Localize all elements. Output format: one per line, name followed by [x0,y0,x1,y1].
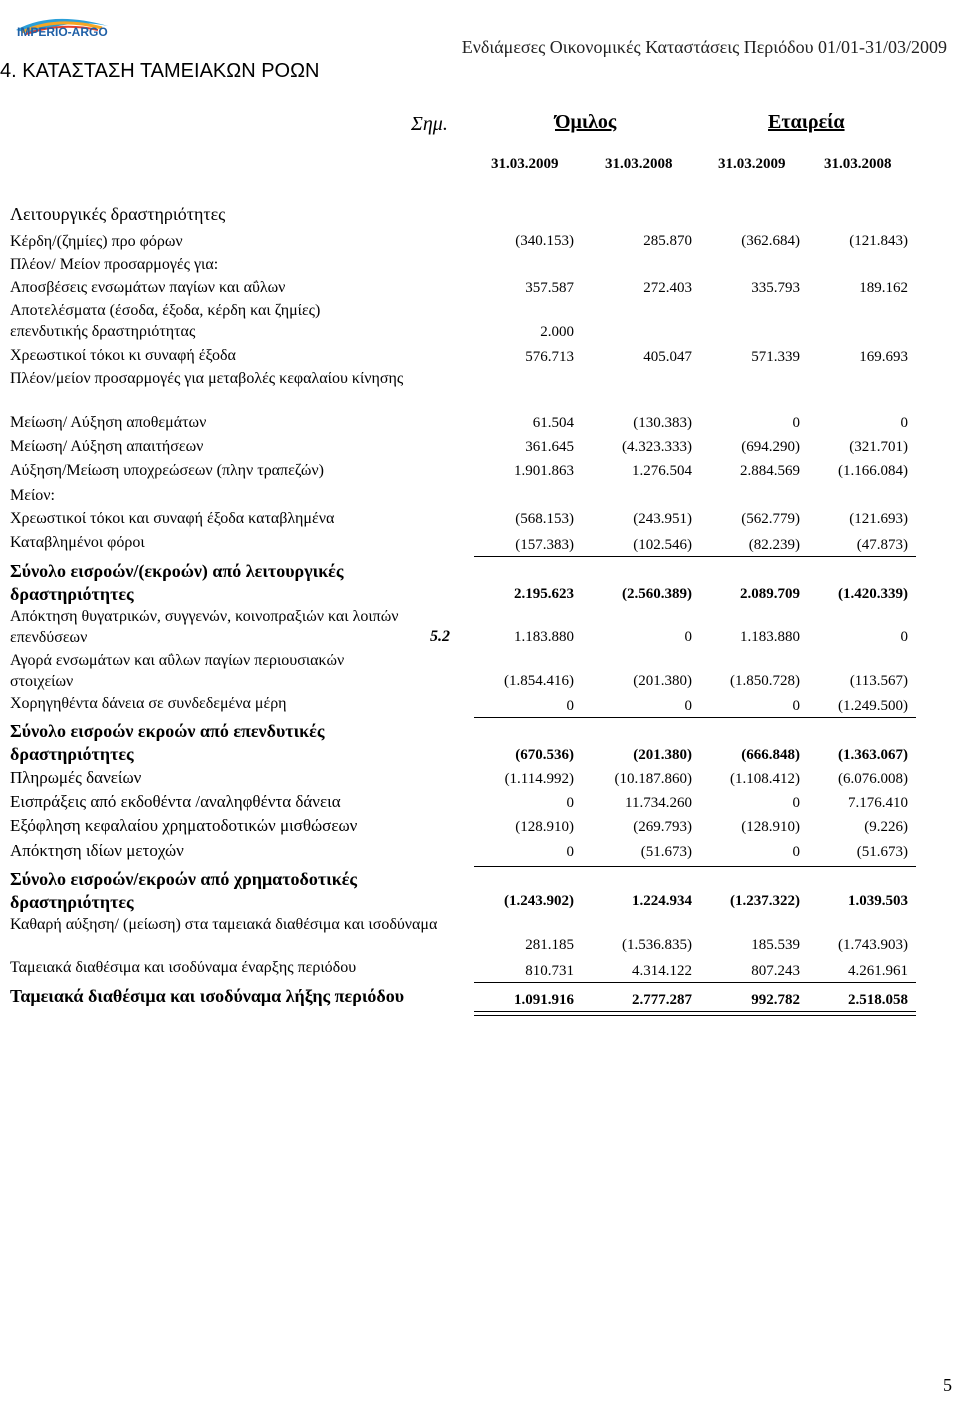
value-cell: (1.243.902) [504,893,574,909]
row-label: Χρεωστικοί τόκοι κι συναφή έξοδα [10,347,236,364]
row-label: Εξόφληση κεφαλαίου χρηματοδοτικών μισθώσεων [10,816,358,835]
row-label: Απόκτηση ιδίων μετοχών [10,841,184,860]
value-cell: (2.560.389) [622,586,692,602]
value-cell: (1.420.339) [838,586,908,602]
row-label: Χορηγηθέντα δάνεια σε συνδεδεμένα μέρη [10,695,287,712]
value-cell: 992.782 [751,992,800,1008]
row-label: Μείωση/ Αύξηση απαιτήσεων [10,438,204,455]
note-reference: 5.2 [430,628,450,645]
value-cell: (670.536) [515,747,574,763]
value-cell: (1.850.728) [730,673,800,689]
value-cell: 189.162 [859,280,908,296]
value-cell: (6.076.008) [838,771,908,787]
date-header: 31.03.2008 [605,156,673,172]
value-cell: 0 [792,698,800,714]
value-cell: 285.870 [643,233,692,249]
value-cell: (128.910) [741,819,800,835]
value-cell: (321.701) [849,439,908,455]
value-cell: (51.673) [640,844,692,860]
subtotal-line [474,717,916,718]
value-cell: (1.114.992) [504,771,574,787]
value-cell: 807.243 [751,963,800,979]
page-number: 5 [943,1375,952,1395]
value-cell: 281.185 [525,937,574,953]
row-label: Σύνολο εισροών/εκροών από χρηματοδοτικές δραστηριότητες [10,869,358,912]
value-cell: (1.743.903) [838,937,908,953]
value-cell: 4.261.961 [848,963,908,979]
value-cell: (128.910) [515,819,574,835]
logo-text: IMPERIO-ARGO [17,25,108,39]
value-cell: 1.183.880 [740,629,800,645]
value-cell: (4.323.333) [622,439,692,455]
row-label: Σύνολο εισροών/(εκροών) από λειτουργικές δραστηριότητες [10,561,344,604]
value-cell: 0 [566,795,574,811]
value-cell: 1.901.863 [514,463,574,479]
value-cell: 2.884.569 [740,463,800,479]
value-cell: (10.187.860) [614,771,692,787]
group-column-header: Όμιλος [555,111,617,133]
value-cell: (130.383) [633,415,692,431]
row-label: Εισπράξεις από εκδοθέντα /αναληφθέντα δάνεια [10,792,341,811]
row-label: Ταμειακά διαθέσιμα και ισοδύναμα λήξης περιόδου [10,986,405,1006]
value-cell: (121.693) [849,511,908,527]
row-label: Αποσβέσεις ενσωμάτων παγίων και αΰλων [10,279,286,296]
value-cell: 0 [792,795,800,811]
total-double-line [474,1011,916,1016]
value-cell: 4.314.122 [632,963,692,979]
value-cell: (102.546) [633,537,692,553]
value-cell: (1.249.500) [838,698,908,714]
value-cell: (82.239) [748,537,800,553]
value-cell: (340.153) [515,233,574,249]
subtotal-line [474,866,916,867]
value-cell: 1.039.503 [848,893,908,909]
subtotal-line [474,982,916,983]
row-label: Μείον: [10,487,55,504]
value-cell: (1.166.084) [838,463,908,479]
value-cell: (243.951) [633,511,692,527]
value-cell: 0 [792,844,800,860]
company-column-header: Εταιρεία [768,111,845,133]
value-cell: (9.226) [864,819,908,835]
value-cell: 2.518.058 [848,992,908,1008]
subtotal-line [474,556,916,557]
note-column-header: Σημ. [411,113,448,135]
row-label: Αύξηση/Μείωση υποχρεώσεων (πλην τραπεζών) [10,462,324,479]
row-label: Πλέον/μείον προσαρμογές για μεταβολές κεφαλαίου κίνησης [10,370,404,387]
value-cell: 1.091.916 [514,992,574,1008]
value-cell: 361.645 [525,439,574,455]
value-cell: 0 [792,415,800,431]
date-header: 31.03.2009 [491,156,559,172]
value-cell: (201.380) [633,747,692,763]
row-label: Αγορά ενσωμάτων και αΰλων παγίων περιουσιακών στοιχείων [10,652,345,690]
row-label: Μείωση/ Αύξηση αποθεμάτων [10,414,207,431]
value-cell: (47.873) [856,537,908,553]
row-label: Πλέον/ Μείον προσαρμογές για: [10,256,219,273]
value-cell: 7.176.410 [848,795,908,811]
value-cell: 335.793 [751,280,800,296]
value-cell: (694.290) [741,439,800,455]
value-cell: (269.793) [633,819,692,835]
value-cell: (113.567) [849,673,908,689]
value-cell: (157.383) [515,537,574,553]
value-cell: (1.363.067) [838,747,908,763]
value-cell: 0 [684,629,692,645]
date-header: 31.03.2008 [824,156,892,172]
value-cell: 0 [900,629,908,645]
value-cell: 185.539 [751,937,800,953]
value-cell: 0 [566,844,574,860]
value-cell: (562.779) [741,511,800,527]
report-title: Ενδιάμεσες Οικονομικές Καταστάσεις Περιόδου 01/01-31/03/2009 [461,37,947,57]
value-cell: (1.108.412) [730,771,800,787]
value-cell: 2.000 [540,324,574,340]
value-cell: (1.854.416) [504,673,574,689]
value-cell: 272.403 [643,280,692,296]
value-cell: 0 [684,698,692,714]
value-cell: (666.848) [741,747,800,763]
value-cell: (568.153) [515,511,574,527]
value-cell: 169.693 [859,349,908,365]
document-title: 4. ΚΑΤΑΣΤΑΣΗ ΤΑΜΕΙΑΚΩΝ ΡΟΩΝ [0,60,320,82]
value-cell: (1.237.322) [730,893,800,909]
row-label: Κέρδη/(ζημίες) προ φόρων [10,233,183,250]
row-label: Καταβλημένοι φόροι [10,534,145,551]
value-cell: (51.673) [856,844,908,860]
row-label: Σύνολο εισροών εκροών από επενδυτικές δραστηριότητες [10,721,325,764]
row-label: Χρεωστικοί τόκοι και συναφή έξοδα καταβλημένα [10,510,335,527]
value-cell: 11.734.260 [625,795,692,811]
row-label: Καθαρή αύξηση/ (μείωση) στα ταμειακά διαθέσιμα και ισοδύναμα [10,916,438,933]
value-cell: 2.089.709 [740,586,800,602]
value-cell: 1.224.934 [632,893,692,909]
value-cell: 405.047 [643,349,692,365]
value-cell: 2.195.623 [514,586,574,602]
value-cell: (201.380) [633,673,692,689]
value-cell: 571.339 [751,349,800,365]
value-cell: 0 [566,698,574,714]
value-cell: 576.713 [525,349,574,365]
row-label: Ταμειακά διαθέσιμα και ισοδύναμα έναρξης περιόδου [10,959,357,976]
value-cell: 61.504 [532,415,574,431]
value-cell: 2.777.287 [632,992,692,1008]
value-cell: (362.684) [741,233,800,249]
value-cell: 357.587 [525,280,574,296]
value-cell: 1.276.504 [632,463,692,479]
row-label: Απόκτηση θυγατρικών, συγγενών, κοινοπραξιών και λοιπών επενδύσεων [10,608,399,646]
date-header: 31.03.2009 [718,156,786,172]
row-label: Αποτελέσματα (έσοδα, έξοδα, κέρδη και ζημίες) επενδυτικής δραστηριότητας [10,302,321,340]
value-cell: 810.731 [525,963,574,979]
value-cell: (1.536.835) [622,937,692,953]
row-label: Λειτουργικές δραστηριότητες [10,204,226,224]
value-cell: 0 [900,415,908,431]
row-label: Πληρωμές δανείων [10,768,142,787]
value-cell: (121.843) [849,233,908,249]
value-cell: 1.183.880 [514,629,574,645]
